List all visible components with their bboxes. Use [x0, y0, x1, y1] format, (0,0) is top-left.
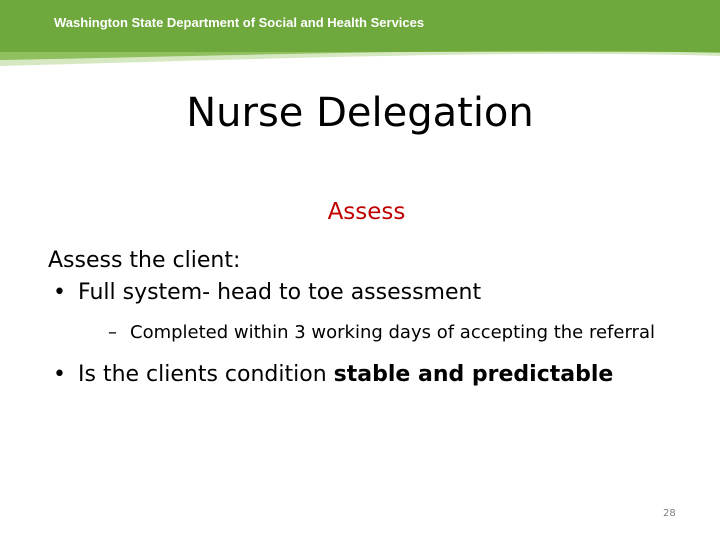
slide-title: Nurse Delegation — [186, 90, 534, 136]
sub-bullet-marker: – — [108, 321, 117, 343]
bullet-item — [48, 280, 698, 306]
bullet-text-bold: stable and predictable — [333, 362, 614, 388]
sub-bullet-text: Completed within 3 working days of accepting the referral — [130, 321, 655, 343]
bullet-item — [48, 362, 698, 388]
section-heading: Assess — [327, 199, 406, 225]
slide-body — [48, 248, 698, 389]
header-swoosh — [0, 0, 720, 70]
sub-bullet-item — [108, 321, 698, 344]
intro-text: Assess the client: — [48, 248, 241, 273]
organization-name: Washington State Department of Social and Health Services — [54, 15, 425, 30]
bullet-marker: • — [53, 362, 66, 388]
bullet-text: Full system- head to toe assessment — [78, 280, 482, 306]
bullet-text-plain: Is the clients condition — [78, 362, 334, 388]
page-number: 28 — [663, 508, 676, 519]
bullet-marker: • — [53, 280, 66, 306]
